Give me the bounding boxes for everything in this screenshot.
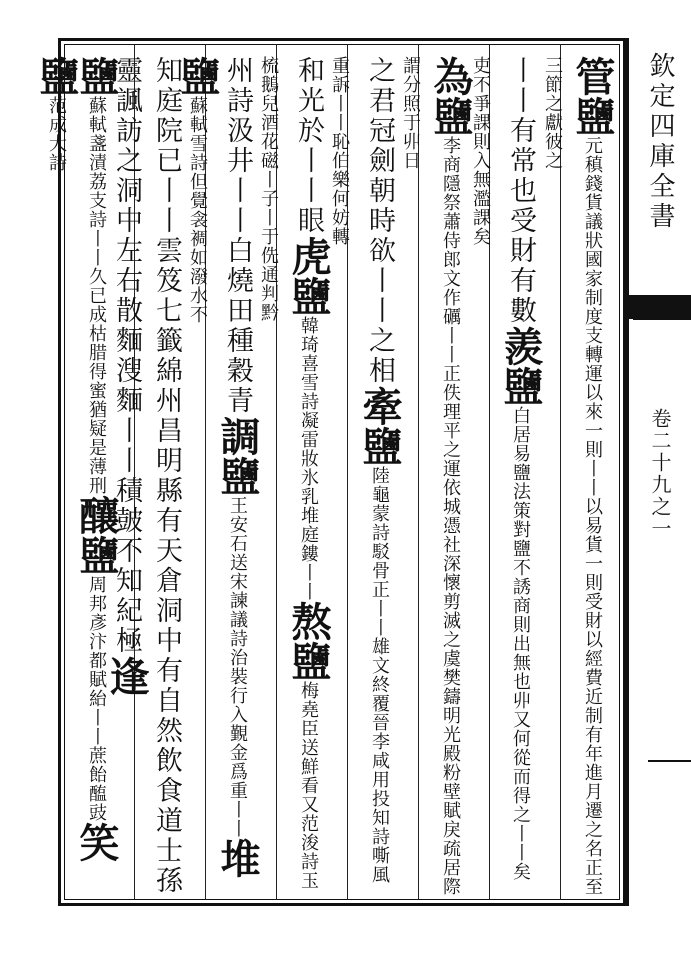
text-column-4 bbox=[329, 56, 403, 898]
entry-note: 范成大詩 bbox=[46, 96, 67, 172]
entry-note: 白居易鹽法策對鹽不誘商則出無也丱又何從而得之丨丨矣吏不爭課則入無濫課矣 bbox=[470, 56, 531, 881]
margin-divider bbox=[626, 38, 629, 906]
entry-heading: 為鹽 bbox=[427, 56, 474, 136]
entry-heading: 羨鹽 bbox=[497, 326, 544, 406]
text-column-7 bbox=[103, 56, 186, 898]
margin-rule bbox=[633, 318, 691, 320]
entry-note: 李商隱祭蕭侍郎文作礪丨丨正佚理平之運依城憑社深懷剪滅之虞樊鑄明光殿粉壁賦戾疏居際謂分照于丱日 bbox=[400, 56, 461, 896]
text-column-8 bbox=[33, 56, 120, 898]
book-title: 欽定四庫全書 bbox=[645, 52, 675, 232]
entry-heading: 笑鹽 bbox=[33, 56, 120, 862]
entry-heading: 熬鹽 bbox=[285, 601, 332, 681]
entry-heading: 管鹽 bbox=[569, 56, 616, 136]
entry-text: 和光於丨丨眼 bbox=[293, 56, 324, 236]
text-column-2 bbox=[470, 56, 544, 898]
entry-heading: 堆鹽 bbox=[174, 56, 261, 878]
text-column-5 bbox=[258, 56, 332, 898]
margin-tick bbox=[648, 760, 691, 762]
text-column-6 bbox=[174, 56, 261, 898]
entry-note: 元稹錢貨議狀國家制度支轉運以來一則丨丨以易貨一則受財以經費近制有年進月遷之名正至三節之獻彼之 bbox=[542, 56, 603, 896]
entry-heading: 調鹽 bbox=[214, 416, 261, 496]
entry-text: 之君冠劍朝時欲丨丨之相 bbox=[364, 56, 395, 386]
entry-note: 蘇軾盞漬荔支詩丨丨久已成枯腊得蜜猶疑是薄刑 bbox=[86, 96, 107, 495]
text-column-3 bbox=[400, 56, 474, 898]
text-column-1 bbox=[542, 56, 616, 898]
entry-note: 陸龜蒙詩駁骨正丨丨雄文終覆晉李咸用投知詩嘶風重訴丨丨恥伯樂何妨轉 bbox=[329, 56, 390, 884]
entry-note: 王安石送宋諫議詩治裝行入覲金爲重丨丨 bbox=[227, 496, 248, 838]
fishtail-mark bbox=[629, 295, 691, 319]
entry-text: 州詩汲井丨丨白燒田種穀青 bbox=[222, 56, 253, 416]
entry-heading: 鹽 bbox=[73, 56, 120, 96]
entry-note: 韓琦喜雪詩凝雷妝氷乳堆庭鏤丨丨 bbox=[298, 316, 319, 601]
entry-heading: 逢 bbox=[103, 656, 150, 696]
entry-heading: 牽鹽 bbox=[356, 386, 403, 466]
juan-label: 卷二十九之一 bbox=[648, 408, 672, 540]
entry-text: 丨丨有常也受財有數 bbox=[505, 56, 536, 326]
entry-text: 知庭院已丨丨雲笈七籤綿州昌明縣有天倉洞中有自然飲食道士孫靈諷訪之洞中左右散麵溲麵丨丨積皷不知紀極 bbox=[111, 56, 182, 896]
entry-heading: 釀鹽 bbox=[73, 495, 120, 575]
entry-note: 周邦彥汴都賦紿丨丨蔗飴醢豉 bbox=[86, 575, 107, 822]
column-rule bbox=[560, 44, 561, 900]
entry-note: 梅堯臣送鮮看又范浚詩玉梳鵝兒酒花磁丨子丨于侁通判黔 bbox=[258, 56, 319, 890]
entry-heading: 虎鹽 bbox=[285, 236, 332, 316]
column-rule bbox=[418, 44, 419, 900]
entry-note: 蘇軾雪詩但覺衾裯如潑水不 bbox=[187, 96, 208, 324]
